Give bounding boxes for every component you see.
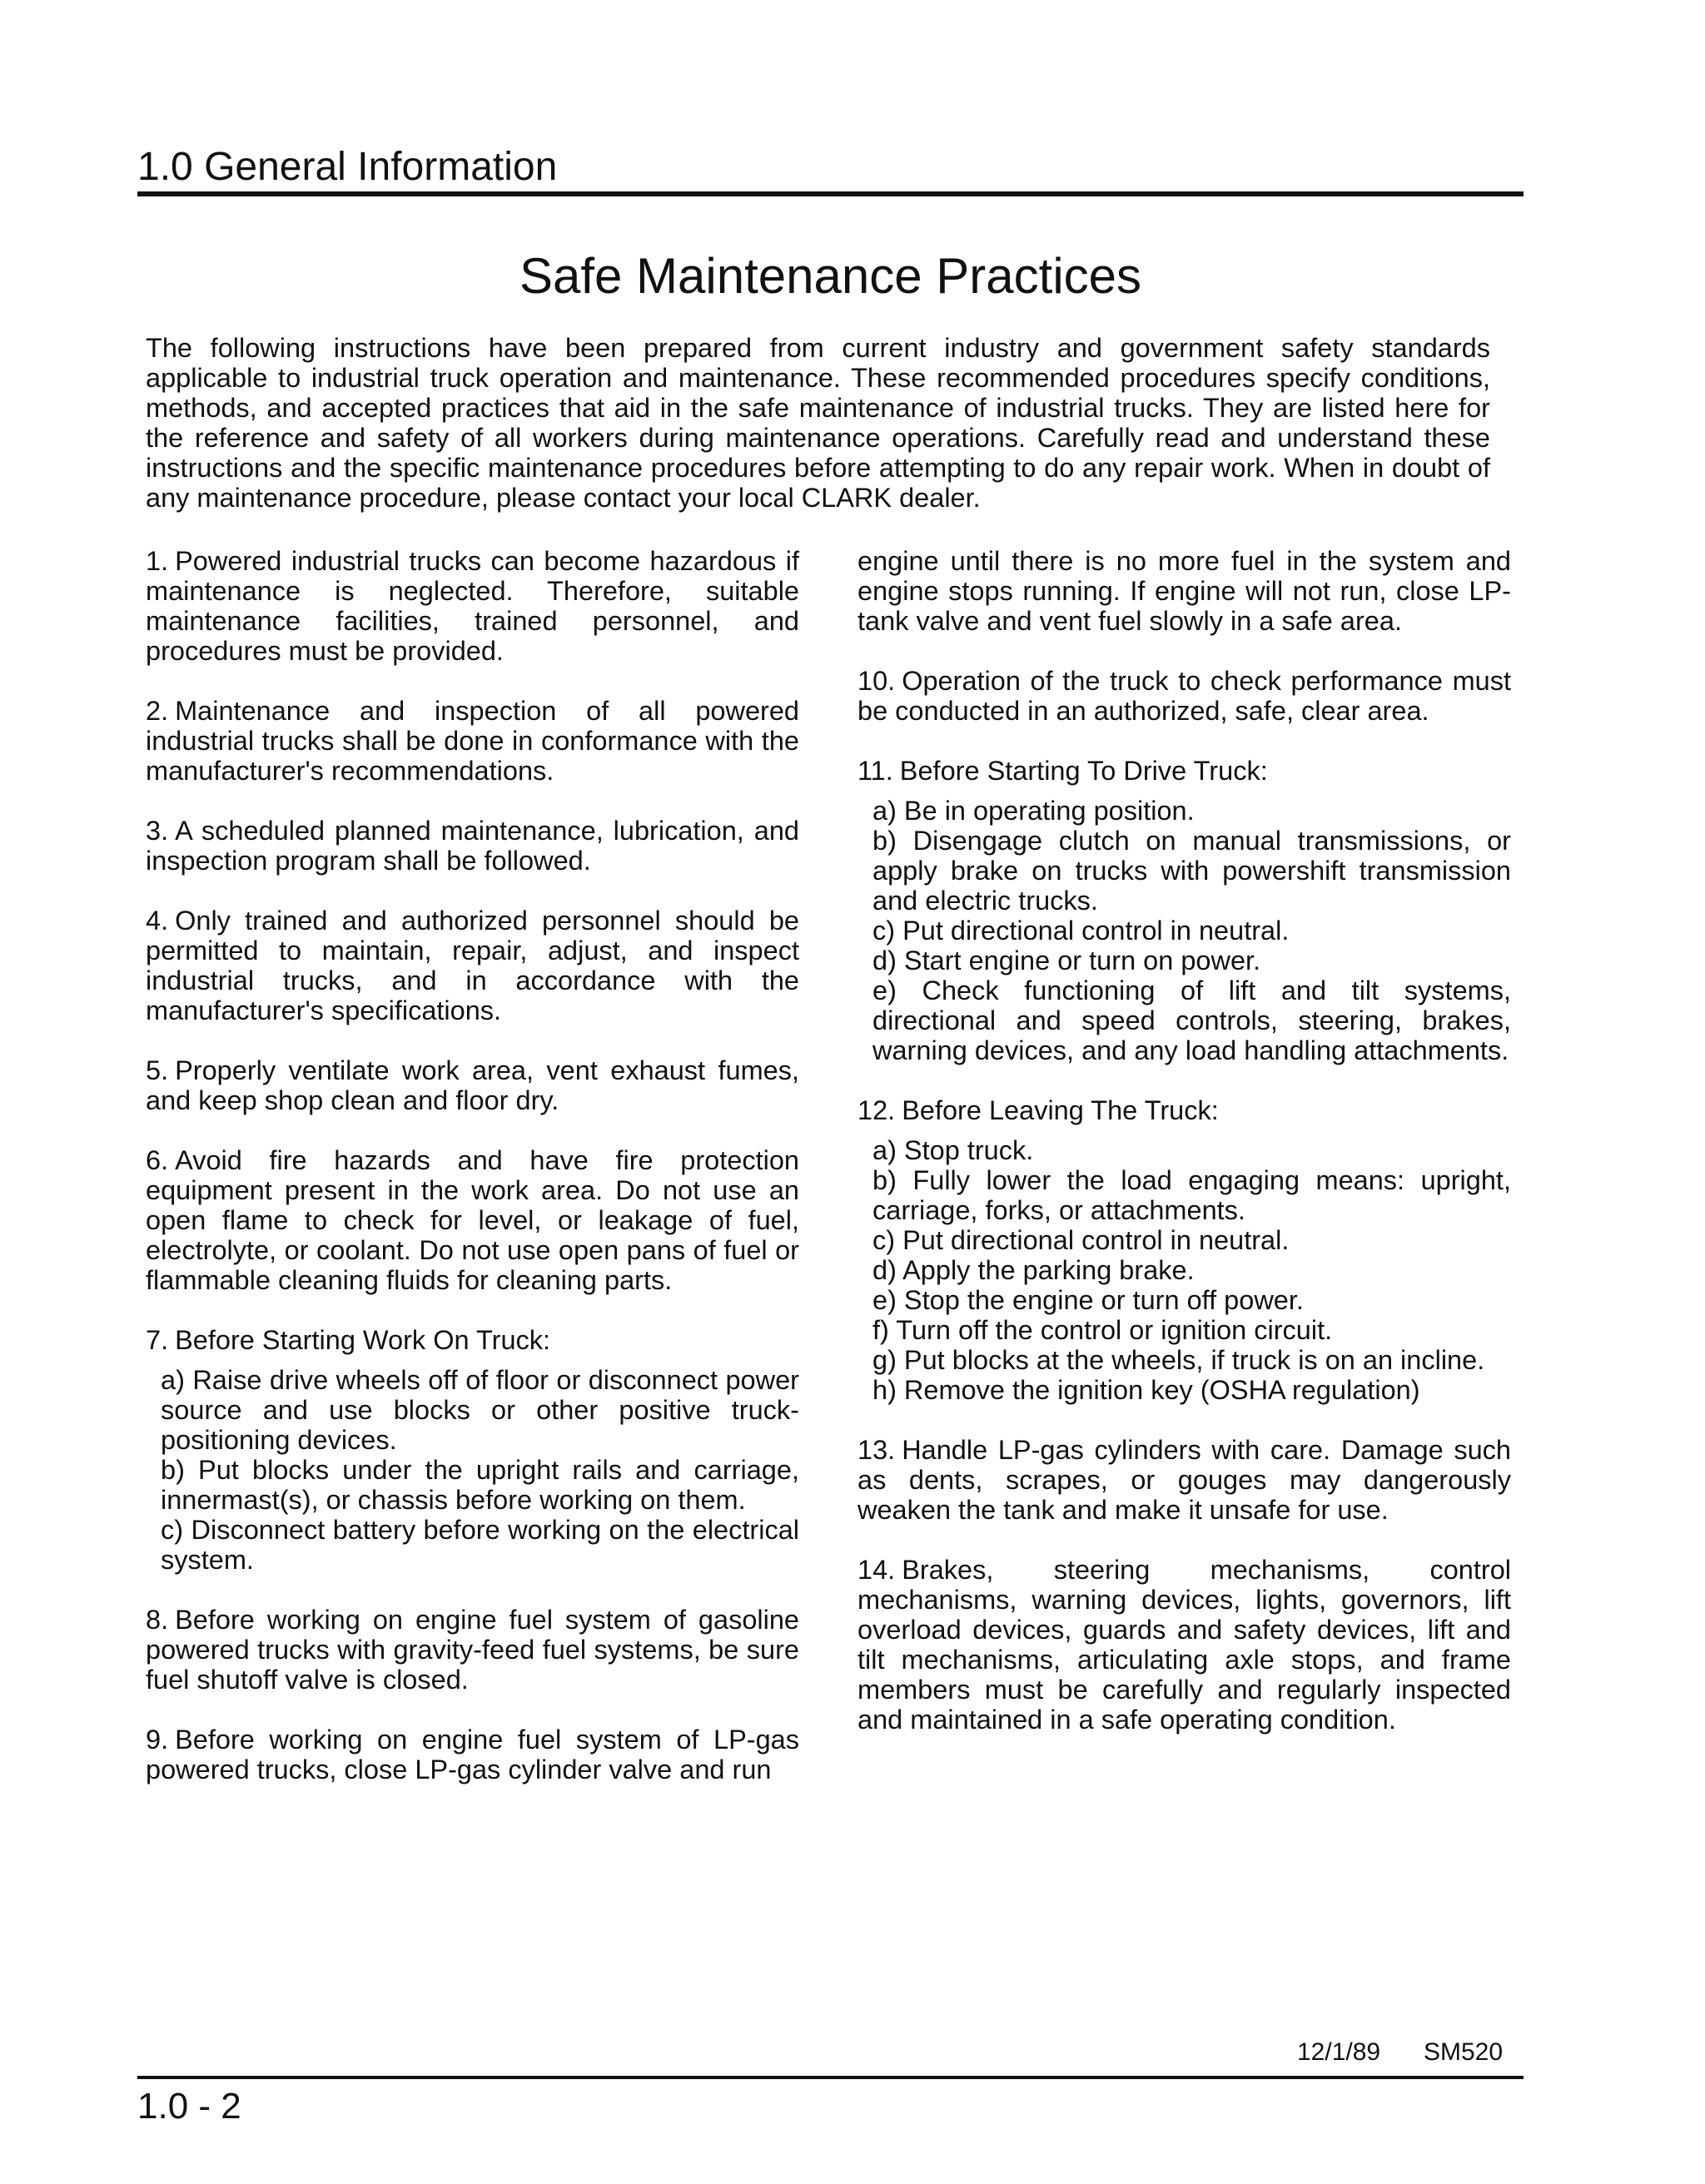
item-text: Operation of the truck to check performance must be conducted in an authorized, safe, clear area. bbox=[857, 666, 1511, 726]
item-number: 6. bbox=[146, 1145, 169, 1175]
sub-item: a) Raise drive wheels off of floor or disconnect power source and use blocks or other positive truck-positioning devices. bbox=[161, 1365, 799, 1455]
sub-item: b) Disengage clutch on manual transmissions, or apply brake on trucks with powershift transmission and electric trucks. bbox=[872, 826, 1511, 916]
footer-doc-code: SM520 bbox=[1424, 2038, 1504, 2066]
sub-item: d) Apply the parking brake. bbox=[872, 1255, 1195, 1285]
page-number: 1.0 - 2 bbox=[137, 2086, 241, 2127]
item-number: 1. bbox=[146, 546, 169, 576]
list-item bbox=[857, 1095, 1511, 1405]
list-item bbox=[146, 816, 799, 876]
item-text: Maintenance and inspection of all powered industrial trucks shall be done in conformance with the manufacturer's recommendations. bbox=[146, 696, 799, 786]
list-item bbox=[857, 1435, 1511, 1525]
item-text: Avoid fire hazards and have fire protection equipment present in the work area. Do not use an open flame to check for level, or leakage of fuel, electrolyte, or coolant. Do not use open pans of fuel or flammable cleaning fluids for cleaning parts. bbox=[146, 1145, 799, 1295]
sub-item: f) Turn off the control or ignition circuit. bbox=[872, 1315, 1333, 1345]
list-item bbox=[146, 1725, 799, 1784]
item-text: Before Starting To Drive Truck: bbox=[899, 756, 1268, 786]
header-rule bbox=[137, 191, 1524, 196]
sub-item: d) Start engine or turn on power. bbox=[872, 946, 1261, 975]
footer-date: 12/1/89 bbox=[1297, 2038, 1381, 2066]
list-item bbox=[146, 1055, 799, 1115]
item-text: Properly ventilate work area, vent exhaust fumes, and keep shop clean and floor dry. bbox=[146, 1055, 799, 1115]
list-item bbox=[857, 756, 1511, 1065]
sub-item: e) Stop the engine or turn off power. bbox=[872, 1285, 1304, 1315]
list-item bbox=[146, 1325, 799, 1575]
item-number: 7. bbox=[146, 1325, 169, 1355]
item-heading bbox=[857, 1095, 1511, 1125]
sub-item: b) Put blocks under the upright rails and carriage, innermast(s), or chassis before working on them. bbox=[161, 1455, 799, 1515]
section-header: 1.0 General Information bbox=[137, 145, 558, 189]
list-item bbox=[146, 906, 799, 1025]
item-text: Before working on engine fuel system of gasoline powered trucks with gravity-feed fuel systems, be sure fuel shutoff valve is closed. bbox=[146, 1605, 799, 1695]
item-text: Before Starting Work On Truck: bbox=[175, 1325, 551, 1355]
item-text: Powered industrial trucks can become hazardous if maintenance is neglected. Therefore, suitable maintenance facilities, trained personnel, and procedures must be provided. bbox=[146, 546, 799, 666]
sub-item: c) Put directional control in neutral. bbox=[872, 916, 1290, 946]
item-number: 5. bbox=[146, 1055, 169, 1085]
item-number: 8. bbox=[146, 1605, 169, 1635]
item-heading bbox=[146, 1325, 799, 1355]
item-text: A scheduled planned maintenance, lubrication, and inspection program shall be followed. bbox=[146, 816, 799, 876]
item-number: 13. bbox=[857, 1435, 896, 1465]
item-number: 14. bbox=[857, 1555, 896, 1585]
intro-paragraph: The following instructions have been prepared from current industry and government safety standards applicable to industrial truck operation and maintenance. These recommended procedures specify conditions, methods, and accepted practices that aid in the safe maintenance of industrial trucks. They are listed here for the reference and safety of all workers during maintenance operations. Carefully read and understand these instructions and the specific maintenance procedures before attempting to do any repair work. When in doubt of any maintenance procedure, please contact your local CLARK dealer. bbox=[146, 333, 1490, 513]
sub-item: a) Stop truck. bbox=[872, 1135, 1034, 1165]
item-number: 11. bbox=[857, 756, 893, 786]
sub-item: c) Put directional control in neutral. bbox=[872, 1225, 1290, 1255]
sub-item: g) Put blocks at the wheels, if truck is on an incline. bbox=[872, 1345, 1485, 1375]
list-item bbox=[146, 696, 799, 786]
item-heading bbox=[857, 756, 1511, 786]
list-item bbox=[146, 546, 799, 666]
sub-item: b) Fully lower the load engaging means: upright, carriage, forks, or attachments. bbox=[872, 1165, 1511, 1225]
sub-item: h) Remove the ignition key (OSHA regulation) bbox=[872, 1375, 1420, 1405]
footer-rule bbox=[137, 2076, 1524, 2079]
left-column bbox=[146, 546, 799, 1814]
page-title: Safe Maintenance Practices bbox=[519, 248, 1142, 304]
list-item-continuation: engine until there is no more fuel in the system and engine stops running. If engine will not run, close LP-tank valve and vent fuel slowly in a safe area. bbox=[857, 546, 1511, 636]
item-number: 10. bbox=[857, 666, 896, 696]
item-number: 2. bbox=[146, 696, 169, 726]
item-number: 3. bbox=[146, 816, 169, 846]
item-number: 4. bbox=[146, 906, 169, 936]
sub-item: a) Be in operating position. bbox=[872, 796, 1195, 826]
item-number: 12. bbox=[857, 1095, 896, 1125]
list-item bbox=[857, 666, 1511, 726]
sub-item: e) Check functioning of lift and tilt systems, directional and speed controls, steering, brakes, warning devices, and any load handling attachments. bbox=[872, 975, 1511, 1065]
item-text: Before working on engine fuel system of LP-gas powered trucks, close LP-gas cylinder valve and run bbox=[146, 1725, 799, 1784]
sub-item: c) Disconnect battery before working on the electrical system. bbox=[161, 1515, 799, 1575]
list-item bbox=[857, 1555, 1511, 1735]
item-text: Brakes, steering mechanisms, control mechanisms, warning devices, lights, governors, lift overload devices, guards and safety devices, lift and tilt mechanisms, articulating axle stops, and frame members must be carefully and regularly inspected and maintained in a safe operating condition. bbox=[857, 1555, 1511, 1735]
right-column bbox=[857, 546, 1511, 1765]
item-text: Handle LP-gas cylinders with care. Damage such as dents, scrapes, or gouges may dangerously weaken the tank and make it unsafe for use. bbox=[857, 1435, 1511, 1525]
item-number: 9. bbox=[146, 1725, 169, 1755]
item-text: Only trained and authorized personnel should be permitted to maintain, repair, adjust, and inspect industrial trucks, and in accordance with the manufacturer's specifications. bbox=[146, 906, 799, 1025]
list-item bbox=[146, 1145, 799, 1295]
item-text: Before Leaving The Truck: bbox=[902, 1095, 1219, 1125]
list-item bbox=[146, 1605, 799, 1695]
